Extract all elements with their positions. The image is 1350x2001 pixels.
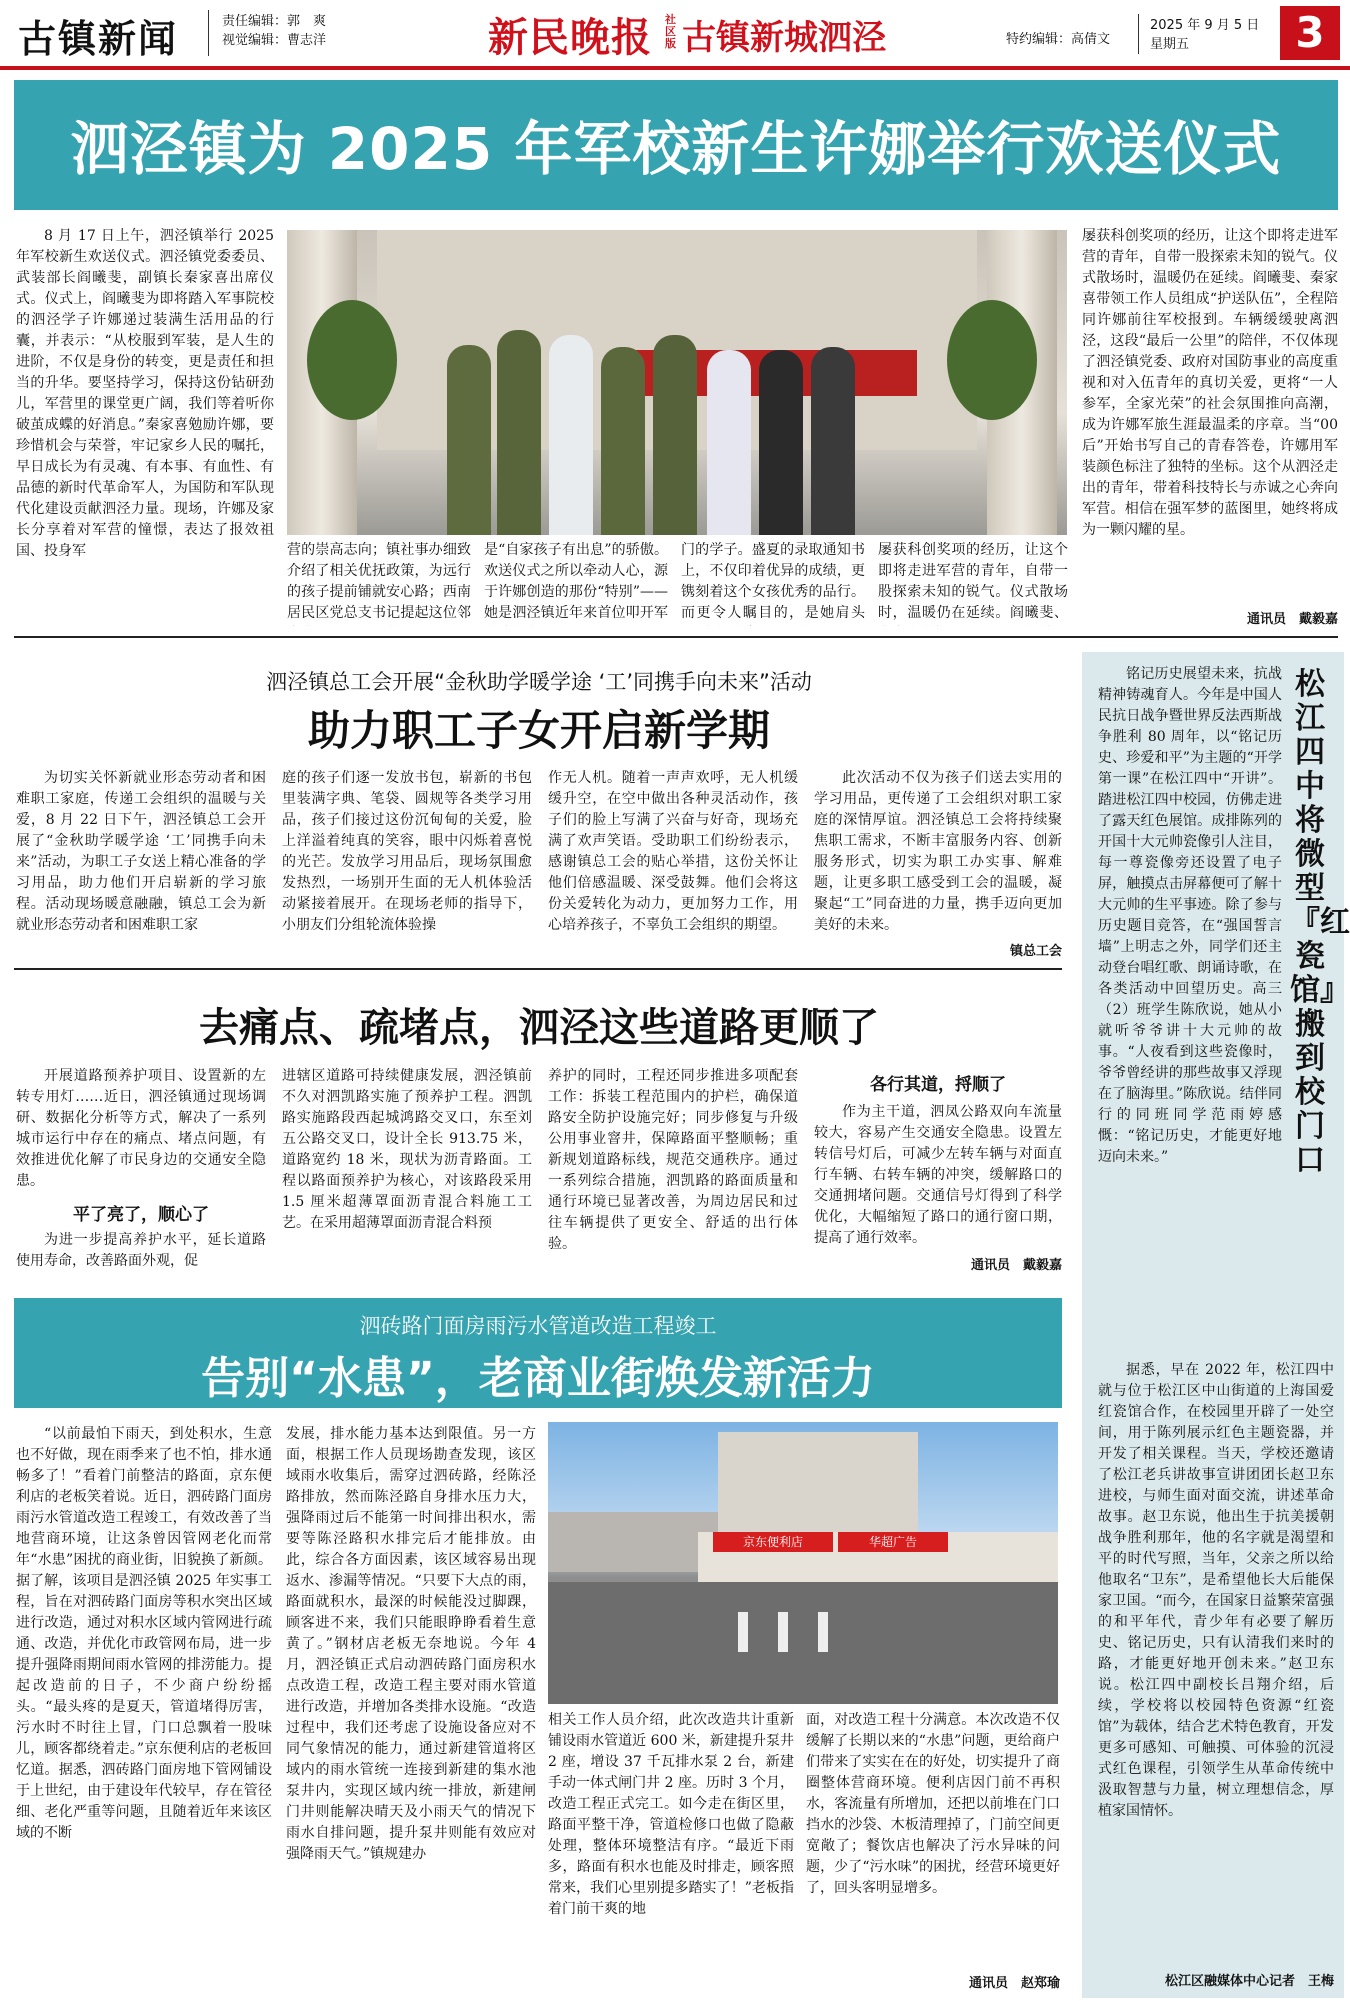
a3-column-2 (282, 1066, 532, 1276)
a1-byline: 通讯员 戴毅嘉 (1246, 612, 1338, 627)
special-editor: 特约编辑：高倩文 (1006, 32, 1111, 47)
editor-credits (222, 12, 326, 50)
person (549, 335, 593, 535)
a2-column-4 (814, 768, 1062, 940)
page-header (0, 0, 1350, 66)
a4-column-2 (286, 1424, 536, 1998)
road-marking (738, 1612, 748, 1652)
a1-text: 屡获科创奖项的经历，让这个即将走进军营的青年，自带一股探索未知的锐气。仪式散场时，温暖仍在延续。阎曦斐、 (878, 542, 1068, 621)
a1-text: 是“自家孩子有出息”的骄傲。欢送仪式之所以牵动人心，源于许娜创造的那份“特别”——她是泗泾镇近年来首位叩开军 (484, 542, 668, 621)
person (497, 330, 541, 535)
a4-text: 相关工作人员介绍，此次改造共计重新铺设雨水管道近 600 米，新建提升泵井 2 座，增设 37 千瓦排水泵 2 台，新建手动一体式闸门井 2 座。历时 3 个月，改造工程正式完工。如今走在街区里，路面平整干净，管道检修口也做了隐蔽处理，整体环境整洁有序。“最近下雨多，路面有积水也能及时排走，顾客照常来，我们心里别提多踏实了！”老板指着门前干爽的地 (548, 1712, 794, 1917)
road-marking (818, 1612, 828, 1652)
person (447, 345, 491, 535)
issue-date (1150, 16, 1259, 54)
a1-text: 屡获科创奖项的经历，让这个即将走进军营的青年，自带一股探索未知的锐气。仪式散场时，温暖仍在延续。阎曦斐、秦家喜带领工作人员组成“护送队伍”，全程陪同许娜前往军校报到。车辆缓缓驶离泗泾，这段“最后一公里”的陪伴，不仅体现了泗泾镇党委、政府对国防事业的高度重视和对入伍青年的真切关爱，更将“一人参军，全家光荣”的社会氛围推向高潮，成为许娜军旅生涯最温柔的序章。当“00 后”开始书写自己的青春答卷，许娜用军装颜色标注了独特的坐标。这个从泗泾走出的青年，带着科技特长与赤诚之心奔向军营。相信在强军梦的蓝图里，她终将成为一颗闪耀的星。 (1082, 228, 1338, 538)
a3-headline: 去痛点、疏堵点，泗泾这些道路更顺了 (199, 1005, 879, 1051)
a3-text: 开展道路预养护项目、设置新的左转专用灯……近日，泗泾镇通过现场调研、数据化分析等方式，解决了一系列城市运行中存在的痛点、堵点问题，有效推进优化解了市民身边的交通安全隐患。 (16, 1068, 266, 1189)
lead-banner (14, 80, 1338, 210)
a4-text: 发展，排水能力基本达到限值。另一方面，根据工作人员现场勘查发现，该区域雨水收集后，需穿过泗砖路，经陈泾路排放，然而陈泾路自身排水压力大，强降雨过后不能第一时间排出积水，需要等陈泾路积水排完后才能排放。由此，综合各方面因素，该区域容易出现返水、渗漏等情况。“只要下大点的雨，路面就积水，最深的时候能没过脚踝，顾客进不来，我们只能眼睁睁看着生意黄了。”钢材店老板无奈地说。今年 4 月，泗泾镇正式启动泗砖路门面房积水点改造工程，改造工程主要对雨水管道进行改造，并增加各类排水设施。“改造过程中，我们还考虑了设施设备应对不同气象情况的能力，通过新建管道将区域内的雨水管统一连接到新建的集水池泵井内，实现区域内统一排放，新建闸门井则能解决晴天及小雨天气的情况下雨水自排问题，提升泵井则能有效应对强降雨天气。”镇规建办 (286, 1426, 536, 1862)
a4-column-4 (806, 1710, 1060, 1970)
a1-text: 门的学子。盛夏的录取通知书上，不仅印着优异的成绩，更镌刻着这个女孩优秀的品行。而更令人瞩目的，是她肩头 (681, 542, 865, 621)
a5-column-1 (1098, 664, 1282, 1358)
a1-column-4 (681, 540, 865, 626)
header-divider (1138, 14, 1139, 54)
a3-column-4 (814, 1102, 1062, 1252)
a3-text: 养护的同时，工程还同步推进多项配套工作：拆装工程范围内的护栏，确保道路安全防护设施完好；同步修复与升级公用事业窨井，保障路面平整顺畅；重新规划道路标线，规范交通秩序。通过一系列综合措施，泗凯路的路面质量和通行环境已显著改善，为周边居民和过往车辆提供了更安全、舒适的出行体验。 (548, 1068, 798, 1252)
a5-headline: 松江四中将微型『红瓷馆』搬到校门口 (1290, 667, 1350, 1178)
a1-text: 8 月 17 日上午，泗泾镇举行 2025 年军校新生欢送仪式。泗泾镇党委委员、武装部长阎曦斐，副镇长秦家喜出席仪式。仪式上，阎曦斐为即将踏入军事院校的泗泾学子许娜递过装满生活用品的行囊，并表示：“从校服到军装，是人生的进阶，不仅是身份的转变，更是责任和担当的升华。要坚持学习，保持这份钻研劲儿，军营里的课堂更广阔，我们等着听你破茧成蝶的好消息。”秦家喜勉励许娜，要珍惜机会与荣誉，牢记家乡人民的嘱托，早日成长为有灵魂、有本事、有血性、有品德的新时代革命军人，为国防和军队现代化建设贡献泗泾力量。现场，许娜及家长分享着对军营的憧憬，表达了报效祖国、投身军 (16, 228, 274, 559)
a4-text: 面，对改造工程十分满意。本次改造不仅缓解了长期以来的“水患”问题，更给商户们带来了实实在在的好处，切实提升了商圈整体营商环境。便利店因门前不再积水，客流量有所增加，还把以前堆在门口挡水的沙袋、木板清理掉了，门前空间更宽敞了；餐饮店也解决了污水异味的问题，少了“污水味”的困扰，经营环境更好了，回头客明显增多。 (806, 1712, 1060, 1896)
masthead-edition: 古镇新城泗泾 (682, 18, 886, 58)
a1-column-2 (287, 540, 471, 626)
a2-byline: 镇总工会 (1009, 944, 1062, 959)
a2-column-3 (548, 768, 798, 960)
a3-subhead-2: 各行其道，捋顺了 (870, 1075, 1006, 1095)
shop-sign: 华超广告 (838, 1532, 948, 1552)
section-divider (14, 968, 1062, 970)
a3-text: 为进一步提高养护水平，延长道路使用寿命，改善路面外观，促 (16, 1232, 266, 1269)
person (707, 350, 751, 535)
palm-tree (307, 300, 397, 420)
street-photo (548, 1422, 1058, 1704)
header-rule (0, 66, 1350, 70)
send-off-photo (287, 230, 1067, 535)
visual-editor-line: 视觉编辑：曹志洋 (222, 33, 327, 48)
a1-column-3 (484, 540, 668, 626)
palm-tree (947, 300, 1037, 420)
masthead-sub: 社区版 (665, 13, 676, 50)
a1-column-1 (16, 226, 274, 626)
a1-text: 营的崇高志向；镇社事办细致介绍了相关优抚政策，为远行的孩子提前铺就安心路；西南居民区党总支书记提起这位邻 (287, 542, 471, 621)
a2-column-1 (16, 768, 266, 960)
section-name: 古镇新闻 (18, 17, 179, 61)
a1-column-4b (878, 540, 1068, 626)
lead-headline: 泗泾镇为 2025 年军校新生许娜举行欢送仪式 (70, 115, 1282, 183)
a2-text: 庭的孩子们逐一发放书包，崭新的书包里装满字典、笔袋、圆规等各类学习用品，孩子们接过这份沉甸甸的关爱，脸上洋溢着纯真的笑容，眼中闪烁着喜悦的光芒。发放学习用品后，现场氛围愈发热烈，一场别开生面的无人机体验活动紧接着展开。在现场老师的指导下，小朋友们分组轮流体验操 (282, 770, 532, 933)
a2-headline: 助力职工子女开启新学期 (307, 706, 770, 755)
a3-column-1a (16, 1066, 266, 1196)
a1-column-5 (1082, 226, 1338, 608)
person (653, 335, 697, 535)
a5-column-2 (1098, 1360, 1334, 1958)
shop-sign: 京东便利店 (713, 1532, 833, 1552)
a3-subhead-1: 平了亮了，顺心了 (73, 1205, 209, 1225)
a2-text: 作无人机。随着一声声欢呼，无人机缓缓升空，在空中做出各种灵活动作，孩子们的脸上写满了兴奋与好奇，现场充满了欢声笑语。受助职工们纷纷表示，感谢镇总工会的贴心举措，这份关怀让他们倍感温暖、深受鼓舞。他们会将这份关爱转化为动力，更加努力工作，用心培养孩子，不辜负工会组织的期望。 (548, 770, 798, 933)
date-text: 2025 年 9 月 5 日 (1150, 18, 1260, 33)
a2-text: 为切实关怀新就业形态劳动者和困难职工家庭，传递工会组织的温暖与关爱，8 月 22 日下午，泗泾镇总工会开展了“金秋助学暖学途 ‘工’同携手向未来”活动，为职工子女送上精心准备的学习用品，助力他们开启崭新的学习旅程。活动现场暖意融融，镇总工会为新就业形态劳动者和困难职工家 (16, 770, 266, 933)
a2-column-2 (282, 768, 532, 960)
editor-line: 责任编辑：郭 爽 (222, 14, 327, 29)
a3-byline: 通讯员 戴毅嘉 (970, 1258, 1062, 1273)
a4-banner (14, 1298, 1062, 1408)
a4-byline: 通讯员 赵郑瑜 (968, 1976, 1060, 1991)
header-divider (208, 10, 209, 56)
masthead-logo: 新民晚报 (488, 14, 652, 61)
section-divider (14, 636, 1338, 638)
a3-column-1b (16, 1230, 266, 1274)
a5-text: 据悉，早在 2022 年，松江四中就与位于松江区中山街道的上海国爱红瓷馆合作，在校园里开辟了一处空间，用于陈列展示红色主题瓷器，并开发了相关课程。当天，学校还邀请了松江老兵讲故事宣讲团团长赵卫东进校，与师生面对面交流，讲述革命故事。赵卫东说，他出生于抗美援朝战争胜利那年，他的名字就是渴望和平的时代写照，当年，父亲之所以给他取名“卫东”，是希望他长大后能保家卫国。“而今，在国家日益繁荣富强的和平年代，青少年有必要了解历史、铭记历史，只有认清我们来时的路，才能更好地开创未来。”赵卫东说。松江四中副校长吕翔介绍，后续，学校将以校园特色资源“红瓷馆”为载体，结合艺术特色教育，开发更多可感知、可触摸、可体验的沉浸式红色课程，引领学生从革命传统中汲取智慧与力量，树立理想信念，厚植家国情怀。 (1098, 1362, 1334, 1819)
a5-text: 铭记历史展望未来，抗战精神铸魂育人。今年是中国人民抗日战争暨世界反法西斯战争胜利 80 周年，以“铭记历史、珍爱和平”为主题的“开学第一课”在松江四中“开讲”。踏进松江四中校园，仿佛走进了露天红色展馆。成排陈列的开国十大元帅瓷像引人注目，每一尊瓷像旁还设置了电子屏，触摸点击屏幕便可了解十大元帅的生平事迹。除了参与历史题目竞答，在“强国誓言墙”上明志之外，同学们还主动登台唱红歌、朗诵诗歌，在各类活动中回望历史。高三（2）班学生陈欣说，她从小就听爷爷讲十大元帅的故事。“人夜看到这些瓷像时，爷爷曾经讲的那些故事又浮现在了脑海里。”陈欣说。结伴同行的同班同学范雨婷感慨：“铭记历史，才能更好地迈向未来。” (1098, 666, 1282, 1165)
a4-text: “以前最怕下雨天，到处积水，生意也不好做，现在雨季来了也不怕，排水通畅多了！”看着门前整洁的路面，京东便利店的老板笑着说。近日，泗砖路门面房雨污水管道改造工程竣工，有效改善了当地营商环境，让这条曾因管网老化而常年“水患”困扰的商业街，旧貌换了新颜。据了解，该项目是泗泾镇 2025 年实事工程，旨在对泗砖路门面房等积水突出区域进行改造，通过对积水区域内管网进行疏通、改造，并优化市政管网布局，进一步提升强降雨期间雨水管网的排涝能力。提起改造前的日子，不少商户纷纷摇头。“最头疼的是夏天，管道堵得厉害，污水时不时往上冒，门口总飘着一股味儿，顾客都绕着走。”京东便利店的老板回忆道。据悉，泗砖路门面房地下管网铺设于上世纪，由于建设年代较早，存在管径细、老化严重等问题，且随着近年来该区域的不断 (16, 1426, 272, 1841)
road (548, 1582, 1058, 1704)
a5-byline: 松江区融媒体中心记者 王梅 (1164, 1974, 1334, 1989)
page-number: 3 (1280, 6, 1340, 60)
road-marking (778, 1612, 788, 1652)
a4-column-3 (548, 1710, 794, 1998)
person (811, 347, 855, 535)
person (601, 347, 645, 535)
a4-headline: 告别“水患”，老商业街焕发新活力 (201, 1353, 875, 1404)
a3-text: 作为主干道，泗凤公路双向车流量较大，容易产生交通安全隐患。设置左转信号灯后，可减少左转车辆与对面直行车辆、右转车辆的冲突，缓解路口的交通拥堵问题。交通信号灯得到了科学优化，大幅缩短了路口的通行窗口期，提高了通行效率。 (814, 1104, 1062, 1246)
a2-text: 此次活动不仅为孩子们送去实用的学习用品，更传递了工会组织对职工家庭的深情厚谊。泗泾镇总工会将持续聚焦职工需求，不断丰富服务内容、创新服务形式，切实为职工办实事、解难题，让更多职工感受到工会的温暖，凝聚起“工”同奋进的力量，携手迈向更加美好的未来。 (814, 770, 1062, 933)
a4-column-1 (16, 1424, 272, 1998)
person (759, 350, 803, 535)
a4-kicker: 泗砖路门面房雨污水管道改造工程竣工 (359, 1314, 717, 1338)
weekday-text: 星期五 (1150, 37, 1190, 52)
building (548, 1512, 718, 1572)
a3-text: 进辖区道路可持续健康发展，泗泾镇前不久对泗凯路实施了预养护工程。泗凯路实施路段西起城鸿路交叉口，东至刘五公路交叉口，设计全长 913.75 米，道路宽约 18 米，现状为沥青路面。工程以路面预养护为核心，对该路段采用 1.5 厘米超薄罩面沥青混合料施工工艺。在采用超薄罩面沥青混合料预 (282, 1068, 532, 1231)
a3-column-3 (548, 1066, 798, 1276)
a2-kicker: 泗泾镇总工会开展“金秋助学暖学途 ‘工’同携手向未来”活动 (266, 670, 812, 694)
